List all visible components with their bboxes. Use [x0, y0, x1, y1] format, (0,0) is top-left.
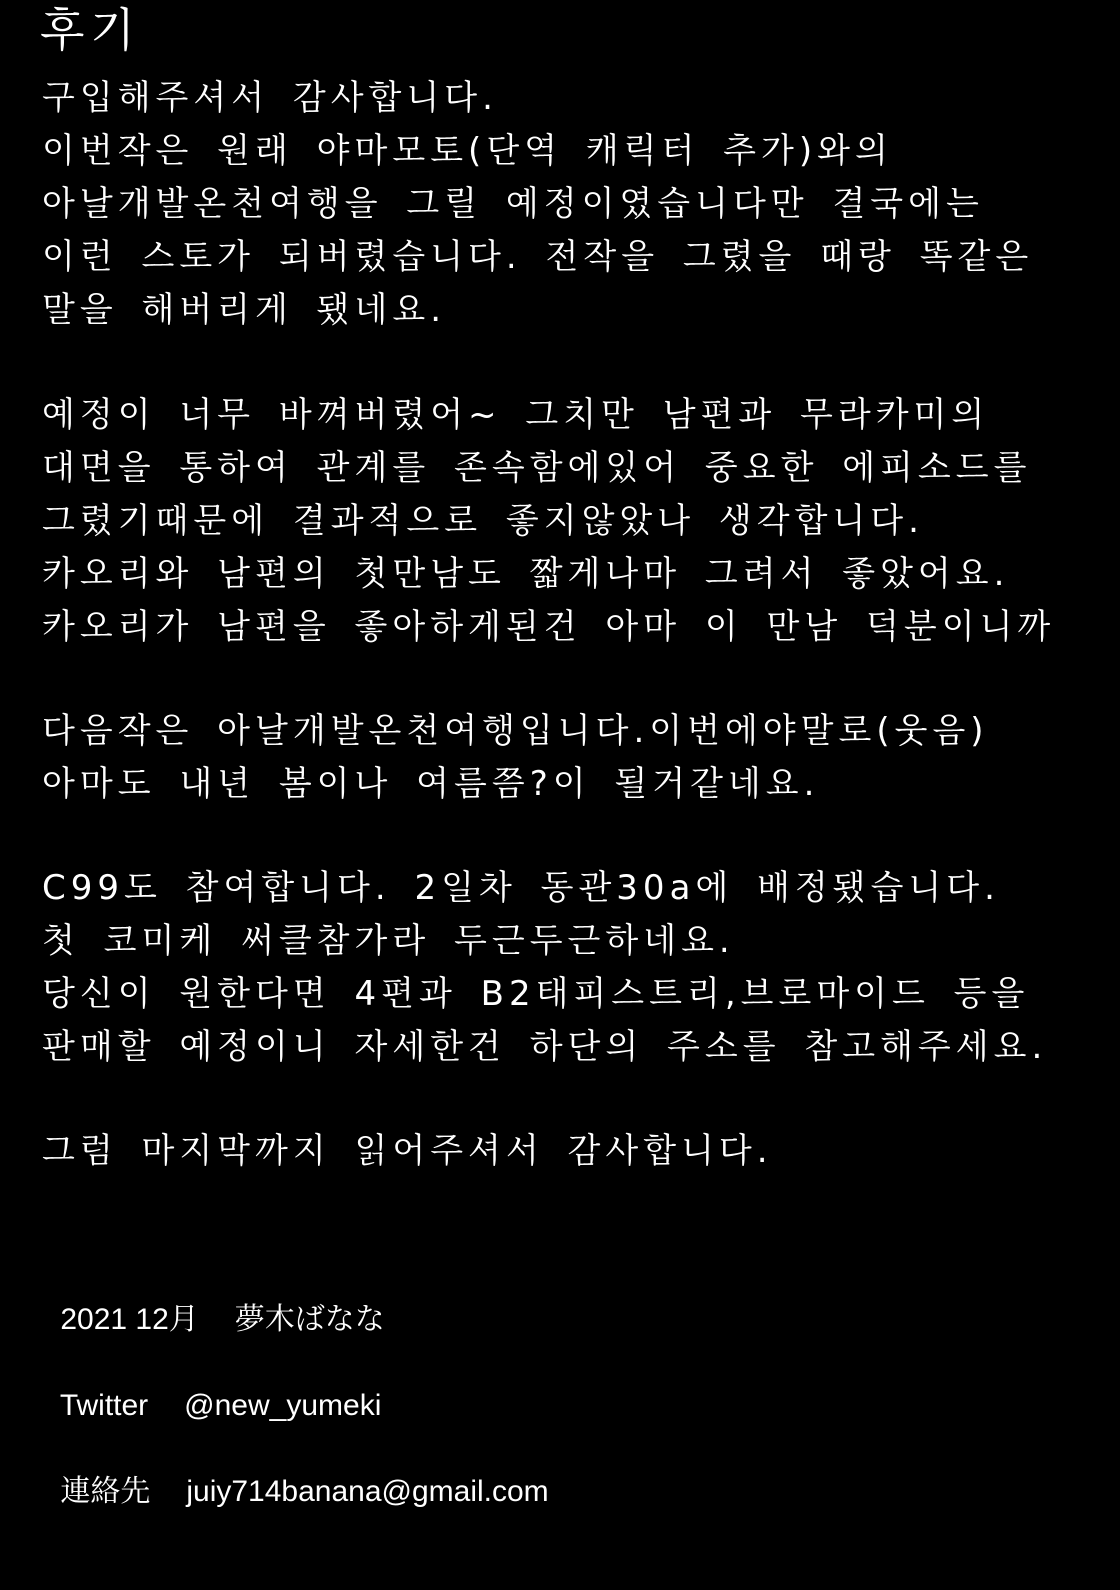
text-line: 대면을 통하여 관계를 존속함에있어 중요한 에피소드를: [42, 448, 1032, 488]
text-line: 말을 해버리게 됐네요.: [42, 290, 447, 330]
page-title: 후기: [40, 3, 141, 57]
text-line: 그렸기때문에 결과적으로 좋지않았나 생각합니다.: [42, 501, 924, 541]
contact-label: 連絡先: [60, 1475, 151, 1508]
text-line: C99도 참여합니다. 2일차 동관30a에 배정됐습니다.: [42, 868, 1000, 908]
text-line: 판매할 예정이니 자세한건 하단의 주소를 참고해주세요.: [42, 1027, 1048, 1067]
text-line: 이번작은 원래 야마모토(단역 캐릭터 추가)와의: [42, 131, 893, 171]
text-line: 다음작은 아날개발온천여행입니다.이번에야말로(웃음): [42, 711, 989, 751]
text-line: 구입해주셔서 감사합니다.: [42, 78, 498, 118]
text-line: 이런 스토가 되버렸습니다. 전작을 그렸을 때랑 똑같은: [42, 237, 1034, 277]
footer-author: 夢木ばなな: [234, 1303, 385, 1336]
text-line: 카오리가 남편을 좋아하게된건 아마 이 만남 덕분이니까: [42, 607, 1056, 647]
text-line: 예정이 너무 바껴버렸어~ 그치만 남편과 무라카미의: [42, 395, 990, 435]
text-line: 카오리와 남편의 첫만남도 짧게나마 그려서 좋았어요.: [42, 554, 1010, 594]
footer-date: 2021 12月: [60, 1303, 199, 1336]
text-line: 아날개발온천여행을 그릴 예정이였습니다만 결국에는: [42, 184, 984, 224]
text-line: 당신이 원한다면 4편과 B2태피스트리,브로마이드 등을: [42, 974, 1030, 1014]
contact-email: juiy714banana@gmail.com: [186, 1475, 549, 1508]
footer-contact: [27, 1438, 549, 1546]
text-line: 아마도 내년 봄이나 여름쯤?이 될거같네요.: [42, 764, 820, 804]
text-line: 그럼 마지막까지 읽어주셔서 감사합니다.: [42, 1131, 773, 1171]
text-line: 첫 코미케 써클참가라 두근두근하네요.: [42, 921, 735, 961]
twitter-label: Twitter: [59, 1389, 149, 1422]
twitter-handle: @new_yumeki: [184, 1389, 382, 1422]
